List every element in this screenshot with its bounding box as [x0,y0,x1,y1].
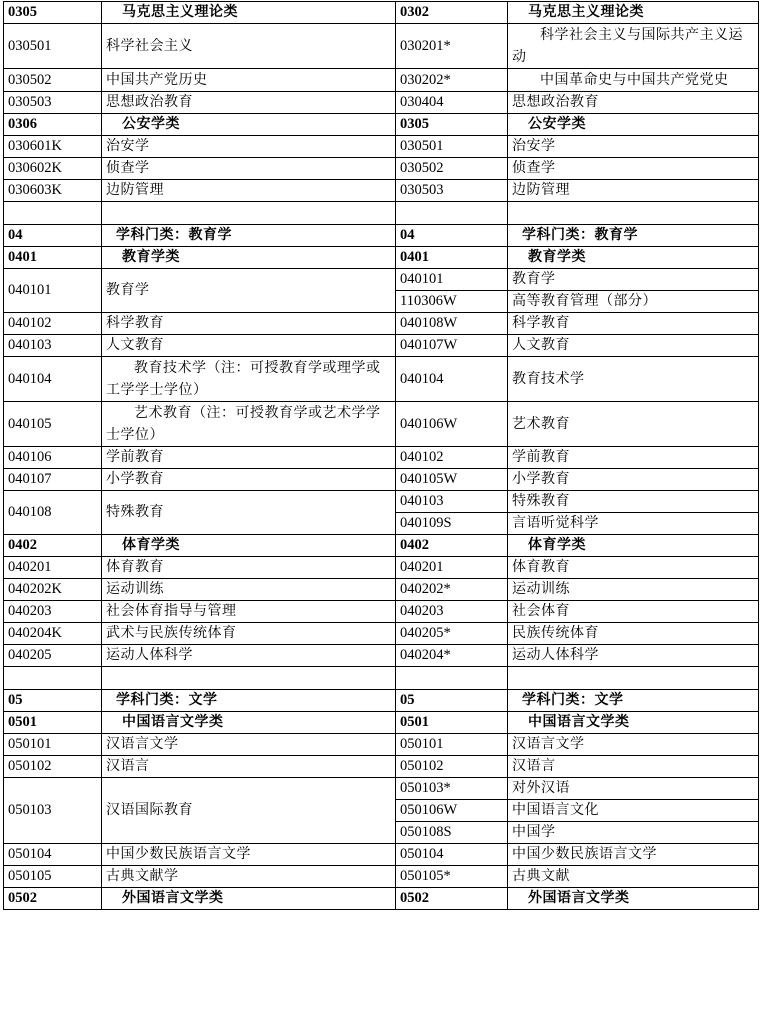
major-row [4,469,759,491]
old-name-cell: 古典文献 [508,866,759,888]
old-name-cell: 教育学类 [508,247,759,269]
major-row [4,557,759,579]
old-name-cell: 边防管理 [508,180,759,202]
old-code-cell: 04 [396,225,508,247]
major-row [4,402,759,447]
new-code-cell: 030601K [4,136,102,158]
new-name-cell: 汉语国际教育 [102,778,396,844]
new-code-cell: 0402 [4,535,102,557]
new-code-cell: 0401 [4,247,102,269]
new-name-cell: 思想政治教育 [102,92,396,114]
empty-cell [508,667,759,690]
old-name-cell: 外国语言文学类 [508,888,759,910]
old-code-cell: 0501 [396,712,508,734]
major-row [4,357,759,402]
new-code-cell: 050101 [4,734,102,756]
new-name-cell: 艺术教育（注：可授教育学或艺术学学士学位） [102,402,396,447]
category-row [4,247,759,269]
new-code-cell: 040101 [4,269,102,313]
old-name-cell: 艺术教育 [508,402,759,447]
new-name-cell: 特殊教育 [102,491,396,535]
old-code-cell: 0502 [396,888,508,910]
old-name-cell: 汉语言 [508,756,759,778]
old-name-cell: 社会体育 [508,601,759,623]
new-code-cell: 040102 [4,313,102,335]
new-name-cell: 学科门类：文学 [102,690,396,712]
old-name-cell: 治安学 [508,136,759,158]
old-code-cell: 0402 [396,535,508,557]
new-name-cell: 科学社会主义 [102,24,396,69]
old-name-cell: 小学教育 [508,469,759,491]
new-code-cell: 0306 [4,114,102,136]
empty-cell [396,667,508,690]
old-name-cell: 马克思主义理论类 [508,2,759,24]
old-code-cell: 050106W [396,800,508,822]
old-name-cell: 言语听觉科学 [508,513,759,535]
old-name-cell: 对外汉语 [508,778,759,800]
new-code-cell: 040103 [4,335,102,357]
new-name-cell: 社会体育指导与管理 [102,601,396,623]
major-row [4,579,759,601]
new-code-cell: 040203 [4,601,102,623]
old-code-cell: 040109S [396,513,508,535]
old-name-cell: 教育学 [508,269,759,291]
old-name-cell: 学科门类：教育学 [508,225,759,247]
new-code-cell: 040202K [4,579,102,601]
old-name-cell: 中国学 [508,822,759,844]
new-name-cell: 马克思主义理论类 [102,2,396,24]
discipline-row [4,690,759,712]
major-row [4,269,759,291]
old-name-cell: 科学社会主义与国际共产主义运动 [508,24,759,69]
new-code-cell: 030502 [4,69,102,92]
old-code-cell: 040107W [396,335,508,357]
old-name-cell: 公安学类 [508,114,759,136]
major-row [4,778,759,800]
old-code-cell: 050101 [396,734,508,756]
new-name-cell: 古典文献学 [102,866,396,888]
old-code-cell: 040101 [396,269,508,291]
new-name-cell: 中国语言文学类 [102,712,396,734]
new-name-cell: 汉语言文学 [102,734,396,756]
new-code-cell: 04 [4,225,102,247]
old-name-cell: 高等教育管理（部分） [508,291,759,313]
old-name-cell: 侦查学 [508,158,759,180]
old-code-cell: 0302 [396,2,508,24]
old-code-cell: 040202* [396,579,508,601]
new-code-cell: 040104 [4,357,102,402]
major-row [4,645,759,667]
discipline-row [4,225,759,247]
new-name-cell: 中国少数民族语言文学 [102,844,396,866]
spacer-row [4,202,759,225]
new-name-cell: 人文教育 [102,335,396,357]
new-name-cell: 外国语言文学类 [102,888,396,910]
major-row [4,92,759,114]
new-code-cell: 030603K [4,180,102,202]
new-code-cell: 050102 [4,756,102,778]
old-name-cell: 中国语言文化 [508,800,759,822]
empty-cell [508,202,759,225]
new-code-cell: 050103 [4,778,102,844]
old-name-cell: 科学教育 [508,313,759,335]
old-code-cell: 050103* [396,778,508,800]
new-code-cell: 05 [4,690,102,712]
old-code-cell: 0305 [396,114,508,136]
new-name-cell: 科学教育 [102,313,396,335]
old-code-cell: 030202* [396,69,508,92]
new-code-cell: 040204K [4,623,102,645]
new-name-cell: 体育教育 [102,557,396,579]
new-code-cell: 050104 [4,844,102,866]
old-name-cell: 中国革命史与中国共产党党史 [508,69,759,92]
major-row [4,313,759,335]
spacer-row [4,667,759,690]
table-body [4,2,759,910]
old-code-cell: 040104 [396,357,508,402]
new-code-cell: 0502 [4,888,102,910]
major-row [4,491,759,513]
old-name-cell: 学科门类：文学 [508,690,759,712]
major-row [4,335,759,357]
empty-cell [102,202,396,225]
new-name-cell: 边防管理 [102,180,396,202]
new-name-cell: 运动人体科学 [102,645,396,667]
new-name-cell: 学科门类：教育学 [102,225,396,247]
major-row [4,844,759,866]
new-name-cell: 治安学 [102,136,396,158]
major-row [4,158,759,180]
old-name-cell: 学前教育 [508,447,759,469]
old-code-cell: 030502 [396,158,508,180]
new-code-cell: 030503 [4,92,102,114]
old-code-cell: 030201* [396,24,508,69]
major-row [4,136,759,158]
empty-cell [4,667,102,690]
major-comparison-table [3,1,759,910]
category-row [4,114,759,136]
old-code-cell: 0401 [396,247,508,269]
major-row [4,24,759,69]
old-name-cell: 汉语言文学 [508,734,759,756]
new-name-cell: 运动训练 [102,579,396,601]
old-code-cell: 05 [396,690,508,712]
new-name-cell: 体育学类 [102,535,396,557]
new-code-cell: 050105 [4,866,102,888]
old-name-cell: 中国语言文学类 [508,712,759,734]
empty-cell [102,667,396,690]
new-code-cell: 0305 [4,2,102,24]
empty-cell [4,202,102,225]
new-name-cell: 教育学 [102,269,396,313]
new-code-cell: 040108 [4,491,102,535]
old-code-cell: 050105* [396,866,508,888]
new-name-cell: 公安学类 [102,114,396,136]
old-name-cell: 思想政治教育 [508,92,759,114]
category-row [4,888,759,910]
old-code-cell: 040201 [396,557,508,579]
major-row [4,69,759,92]
old-code-cell: 040108W [396,313,508,335]
category-row [4,712,759,734]
major-row [4,447,759,469]
major-row [4,866,759,888]
old-code-cell: 030404 [396,92,508,114]
old-code-cell: 030501 [396,136,508,158]
major-row [4,734,759,756]
major-row [4,756,759,778]
new-name-cell: 中国共产党历史 [102,69,396,92]
old-name-cell: 教育技术学 [508,357,759,402]
new-code-cell: 040107 [4,469,102,491]
old-code-cell: 050108S [396,822,508,844]
empty-cell [396,202,508,225]
old-code-cell: 110306W [396,291,508,313]
new-code-cell: 040201 [4,557,102,579]
old-name-cell: 人文教育 [508,335,759,357]
old-name-cell: 特殊教育 [508,491,759,513]
new-code-cell: 040106 [4,447,102,469]
new-code-cell: 030602K [4,158,102,180]
new-name-cell: 教育技术学（注：可授教育学或理学或工学学士学位） [102,357,396,402]
old-name-cell: 民族传统体育 [508,623,759,645]
major-row [4,623,759,645]
new-code-cell: 0501 [4,712,102,734]
old-code-cell: 040102 [396,447,508,469]
new-name-cell: 小学教育 [102,469,396,491]
old-code-cell: 030503 [396,180,508,202]
new-code-cell: 040105 [4,402,102,447]
old-code-cell: 040103 [396,491,508,513]
new-code-cell: 030501 [4,24,102,69]
old-name-cell: 运动训练 [508,579,759,601]
new-name-cell: 武术与民族传统体育 [102,623,396,645]
old-name-cell: 体育教育 [508,557,759,579]
new-code-cell: 040205 [4,645,102,667]
old-name-cell: 体育学类 [508,535,759,557]
old-name-cell: 运动人体科学 [508,645,759,667]
old-code-cell: 040203 [396,601,508,623]
new-name-cell: 侦查学 [102,158,396,180]
old-code-cell: 040204* [396,645,508,667]
old-name-cell: 中国少数民族语言文学 [508,844,759,866]
old-code-cell: 040106W [396,402,508,447]
category-row [4,535,759,557]
category-row [4,2,759,24]
new-name-cell: 教育学类 [102,247,396,269]
old-code-cell: 040105W [396,469,508,491]
old-code-cell: 050102 [396,756,508,778]
old-code-cell: 040205* [396,623,508,645]
old-code-cell: 050104 [396,844,508,866]
new-name-cell: 汉语言 [102,756,396,778]
major-row [4,601,759,623]
new-name-cell: 学前教育 [102,447,396,469]
major-row [4,180,759,202]
